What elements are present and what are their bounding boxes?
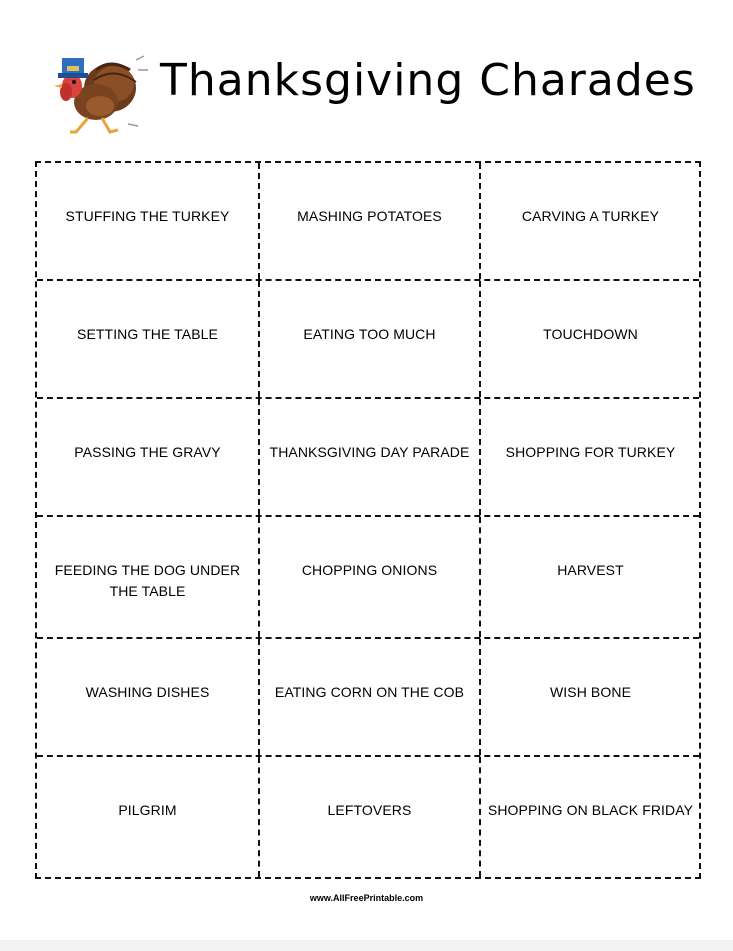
charade-card xyxy=(479,399,700,515)
card-text: LEFTOVERS xyxy=(327,802,412,818)
card-text: THANKSGIVING DAY PARADE xyxy=(269,444,470,460)
card-text: HARVEST xyxy=(557,562,624,578)
card-text: CARVING A TURKEY xyxy=(521,208,660,224)
charade-card xyxy=(479,639,700,755)
charade-card xyxy=(37,757,258,877)
charade-card xyxy=(479,281,700,397)
card-row xyxy=(37,515,699,637)
card-row xyxy=(37,397,699,515)
card-row xyxy=(37,755,699,877)
charade-card xyxy=(479,757,700,877)
card-row xyxy=(37,637,699,755)
card-text: PILGRIM xyxy=(118,802,177,818)
card-text: EATING TOO MUCH xyxy=(303,326,436,342)
charades-card-grid xyxy=(35,161,701,879)
charade-card xyxy=(479,163,700,279)
card-text: SHOPPING FOR TURKEY xyxy=(505,444,676,460)
charade-card xyxy=(37,281,258,397)
card-text: MASHING POTATOES xyxy=(297,208,442,224)
charade-card xyxy=(258,399,479,515)
footer-url: www.AllFreePrintable.com xyxy=(309,893,424,903)
charade-card xyxy=(37,639,258,755)
card-row xyxy=(37,163,699,279)
header xyxy=(0,0,733,150)
charade-card xyxy=(258,517,479,637)
card-text: SETTING THE TABLE xyxy=(77,326,218,342)
turkey-icon xyxy=(44,40,156,140)
card-text: CHOPPING ONIONS xyxy=(301,562,438,578)
card-text: SHOPPING ON BLACK FRIDAY xyxy=(487,802,694,818)
charade-card xyxy=(258,639,479,755)
card-row xyxy=(37,279,699,397)
charade-card xyxy=(37,399,258,515)
card-text: PASSING THE GRAVY xyxy=(74,444,221,460)
charade-card xyxy=(479,517,700,637)
card-text: STUFFING THE TURKEY xyxy=(65,208,230,224)
card-text: EATING CORN ON THE COB xyxy=(274,684,465,700)
card-text: FEEDING THE DOG UNDER THE TABLE xyxy=(54,562,241,599)
page-bottom-edge xyxy=(0,940,733,951)
charade-card xyxy=(37,517,258,637)
charade-card xyxy=(258,757,479,877)
charade-card xyxy=(37,163,258,279)
charade-card xyxy=(258,281,479,397)
card-text: WISH BONE xyxy=(549,684,632,700)
page-title: Thanksgiving Charades xyxy=(160,55,696,106)
card-text: TOUCHDOWN xyxy=(543,326,638,342)
charade-card xyxy=(258,163,479,279)
card-text: WASHING DISHES xyxy=(85,684,210,700)
